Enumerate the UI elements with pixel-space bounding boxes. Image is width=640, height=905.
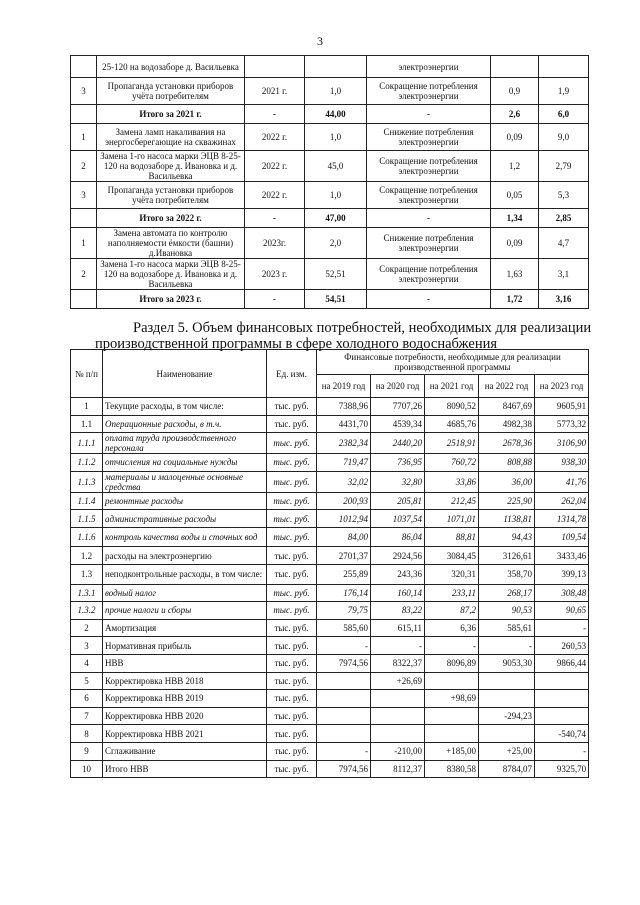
row-effect: Сокращение потребления электроэнергии (367, 78, 491, 105)
row-value: 88,81 (425, 527, 479, 547)
row-cost: 1,0 (305, 182, 367, 209)
header-year: на 2021 год (425, 375, 479, 398)
row-value (491, 56, 539, 78)
row-name: Пропаганда установки приборов учёта потребителям (97, 78, 245, 105)
row-value: 0,05 (491, 182, 539, 209)
table-row (71, 124, 589, 151)
row-value (371, 725, 425, 743)
row-value: 3106,90 (535, 433, 589, 454)
row-name: Корректировка НВВ 2021 (103, 725, 267, 743)
row-value: 9053,30 (479, 654, 535, 672)
table-row (71, 565, 589, 585)
row-value: 760,72 (425, 454, 479, 472)
row-value: 2,85 (539, 209, 589, 228)
table-row (71, 471, 589, 492)
row-year: 2022 г. (245, 182, 305, 209)
row-unit: тыс. руб. (267, 415, 317, 433)
row-unit: тыс. руб. (267, 602, 317, 620)
row-cost: 52,51 (305, 259, 367, 290)
row-value: 5,3 (539, 182, 589, 209)
row-num: 9 (71, 742, 103, 760)
row-name: Пропаганда установки приборов учёта потребителям (97, 182, 245, 209)
row-value: 9605,91 (535, 398, 589, 416)
total-row (71, 209, 589, 228)
table-row (71, 547, 589, 565)
row-num: 1 (71, 228, 97, 259)
row-name: оплата труда производственного персонала (103, 433, 267, 454)
row-value: 6,0 (539, 105, 589, 124)
row-num: 1.3.2 (71, 602, 103, 620)
row-value (535, 707, 589, 725)
row-value (425, 725, 479, 743)
row-value: 3126,61 (479, 547, 535, 565)
row-value: 736,95 (371, 454, 425, 472)
row-name: Итого за 2021 г. (97, 105, 245, 124)
row-value: 399,13 (535, 565, 589, 585)
row-num: 1.3.1 (71, 584, 103, 602)
row-unit: тыс. руб. (267, 471, 317, 492)
row-unit: тыс. руб. (267, 725, 317, 743)
row-cost: 44,00 (305, 105, 367, 124)
row-value: 205,81 (371, 492, 425, 510)
row-value: 1012,94 (317, 510, 371, 528)
total-row (71, 290, 589, 309)
row-name: 25-120 на водозаборе д. Васильевка (97, 56, 245, 78)
row-num: 7 (71, 707, 103, 725)
row-cost: 1,0 (305, 124, 367, 151)
row-value: 36,00 (479, 471, 535, 492)
row-name: НВВ (103, 654, 267, 672)
header-name: Наименование (103, 350, 267, 398)
row-value: 8784,07 (479, 760, 535, 778)
row-num: 1.1.1 (71, 433, 103, 454)
row-value: - (371, 637, 425, 655)
row-value: 1,72 (491, 290, 539, 309)
table-row (71, 492, 589, 510)
section-title-line-1: Раздел 5. Объем финансовых потребностей, необходимых для реализации (133, 320, 592, 336)
row-num (71, 56, 97, 78)
row-value: 7974,56 (317, 654, 371, 672)
row-value: 268,17 (479, 584, 535, 602)
table-row (71, 182, 589, 209)
table-row (71, 151, 589, 182)
row-value (535, 672, 589, 690)
row-value: - (479, 637, 535, 655)
row-value: 808,88 (479, 454, 535, 472)
row-num: 1.3 (71, 565, 103, 585)
row-value: 83,22 (371, 602, 425, 620)
row-value (371, 707, 425, 725)
row-unit: тыс. руб. (267, 398, 317, 416)
row-value: 9,0 (539, 124, 589, 151)
row-value: 86,04 (371, 527, 425, 547)
table-row (71, 415, 589, 433)
row-name: административные расходы (103, 510, 267, 528)
row-value: - (535, 742, 589, 760)
table-row (71, 725, 589, 743)
row-value: 255,89 (317, 565, 371, 585)
row-value: 41,76 (535, 471, 589, 492)
page-number: 3 (317, 34, 323, 48)
row-value: 79,75 (317, 602, 371, 620)
row-unit: тыс. руб. (267, 584, 317, 602)
row-value: 225,90 (479, 492, 535, 510)
row-value: 2701,37 (317, 547, 371, 565)
row-value (317, 690, 371, 708)
row-num: 6 (71, 690, 103, 708)
row-num: 1 (71, 124, 97, 151)
row-name: Замена 1-го насоса марки ЭЦВ 8-25-120 на водозаборе д. Ивановка и д. Васильевка (97, 151, 245, 182)
table-row (71, 760, 589, 778)
row-unit: тыс. руб. (267, 760, 317, 778)
row-value (425, 707, 479, 725)
row-name: Корректировка НВВ 2018 (103, 672, 267, 690)
row-num: 4 (71, 654, 103, 672)
row-name: Итого за 2023 г. (97, 290, 245, 309)
table-row (71, 56, 589, 78)
row-value: 90,53 (479, 602, 535, 620)
row-value: 94,43 (479, 527, 535, 547)
row-name: Корректировка НВВ 2019 (103, 690, 267, 708)
row-value: 262,04 (535, 492, 589, 510)
row-effect: электроэнергии (367, 56, 491, 78)
row-num: 3 (71, 182, 97, 209)
row-num: 1.2 (71, 547, 103, 565)
row-value (317, 725, 371, 743)
row-effect: Снижение потребления электроэнергии (367, 124, 491, 151)
row-num: 5 (71, 672, 103, 690)
row-value: 8467,69 (479, 398, 535, 416)
row-value: - (535, 619, 589, 637)
row-year: - (245, 290, 305, 309)
energy-measures-table (70, 55, 589, 309)
row-effect: Сокращение потребления электроэнергии (367, 182, 491, 209)
row-year: 2021 г. (245, 78, 305, 105)
row-value: 160,14 (371, 584, 425, 602)
table-row (71, 454, 589, 472)
row-value: 1,9 (539, 78, 589, 105)
row-name: неподконтрольные расходы, в том числе: (103, 565, 267, 585)
row-value (317, 672, 371, 690)
row-cost: 45,0 (305, 151, 367, 182)
row-value: 585,61 (479, 619, 535, 637)
row-num (71, 105, 97, 124)
row-value: 0,9 (491, 78, 539, 105)
row-value: 8380,58 (425, 760, 479, 778)
row-num: 1.1.6 (71, 527, 103, 547)
table-row (71, 672, 589, 690)
row-value: 8112,37 (371, 760, 425, 778)
total-row (71, 105, 589, 124)
row-unit: тыс. руб. (267, 565, 317, 585)
row-value: +185,00 (425, 742, 479, 760)
row-value: 9325,70 (535, 760, 589, 778)
table-row (71, 433, 589, 454)
row-value: 1,63 (491, 259, 539, 290)
row-effect: - (367, 105, 491, 124)
row-name: расходы на электроэнергию (103, 547, 267, 565)
row-value: 4539,34 (371, 415, 425, 433)
table-row (71, 690, 589, 708)
section-5-heading (95, 320, 595, 352)
row-name: Нормативная прибыль (103, 637, 267, 655)
row-effect: Снижение потребления электроэнергии (367, 228, 491, 259)
row-value: -294,23 (479, 707, 535, 725)
row-num: 1.1.5 (71, 510, 103, 528)
row-unit: тыс. руб. (267, 510, 317, 528)
row-value: +98,69 (425, 690, 479, 708)
row-value: 2,6 (491, 105, 539, 124)
row-unit: тыс. руб. (267, 742, 317, 760)
row-unit: тыс. руб. (267, 672, 317, 690)
row-value: 3,1 (539, 259, 589, 290)
financial-needs-table (70, 349, 589, 778)
row-value: 176,14 (317, 584, 371, 602)
row-value: 84,00 (317, 527, 371, 547)
row-value: 3433,46 (535, 547, 589, 565)
row-value: +25,00 (479, 742, 535, 760)
row-num: 1.1.3 (71, 471, 103, 492)
row-unit: тыс. руб. (267, 454, 317, 472)
row-name: Замена автомата по контролю наполняемости ёмкости (башни) д.Ивановка (97, 228, 245, 259)
row-value (479, 725, 535, 743)
row-value: 212,45 (425, 492, 479, 510)
row-value: -540,74 (535, 725, 589, 743)
row-value: - (317, 742, 371, 760)
table-row (71, 637, 589, 655)
table-row (71, 707, 589, 725)
row-year: - (245, 209, 305, 228)
row-value: 358,70 (479, 565, 535, 585)
row-name: прочие налоги и сборы (103, 602, 267, 620)
row-name: отчисления на социальные нужды (103, 454, 267, 472)
row-value: 1071,01 (425, 510, 479, 528)
header-group: Финансовые потребности, необходимые для реализации производственной программы (317, 350, 589, 375)
row-value: +26,69 (371, 672, 425, 690)
row-num: 1.1.2 (71, 454, 103, 472)
row-value: 938,30 (535, 454, 589, 472)
table-row (71, 228, 589, 259)
row-year: 2023 г. (245, 259, 305, 290)
header-year: на 2023 год (535, 375, 589, 398)
row-value: 7707,26 (371, 398, 425, 416)
row-num: 3 (71, 637, 103, 655)
row-value: 0,09 (491, 228, 539, 259)
row-num: 1.1.4 (71, 492, 103, 510)
row-value: 2440,20 (371, 433, 425, 454)
row-value (535, 690, 589, 708)
row-num: 8 (71, 725, 103, 743)
row-value: 9866,44 (535, 654, 589, 672)
row-num: 2 (71, 151, 97, 182)
row-name: Сглаживание (103, 742, 267, 760)
row-value (479, 690, 535, 708)
table-row (71, 619, 589, 637)
row-value: -210,00 (371, 742, 425, 760)
row-name: Итого за 2022 г. (97, 209, 245, 228)
row-value: 2382,34 (317, 433, 371, 454)
table-row (71, 742, 589, 760)
row-value: 2924,56 (371, 547, 425, 565)
row-value: 1314,78 (535, 510, 589, 528)
row-value: 585,60 (317, 619, 371, 637)
row-name: ремонтные расходы (103, 492, 267, 510)
table-row (71, 510, 589, 528)
table-row (71, 584, 589, 602)
row-value: 7388,96 (317, 398, 371, 416)
row-value (479, 672, 535, 690)
row-value: 260,53 (535, 637, 589, 655)
row-name: Текущие расходы, в том числе: (103, 398, 267, 416)
table-row (71, 527, 589, 547)
row-value: 33,86 (425, 471, 479, 492)
row-value: 32,80 (371, 471, 425, 492)
row-value: 109,54 (535, 527, 589, 547)
row-year: 2022 г. (245, 151, 305, 182)
row-value (317, 707, 371, 725)
row-num: 1.1 (71, 415, 103, 433)
row-value: - (317, 637, 371, 655)
row-unit: тыс. руб. (267, 492, 317, 510)
row-value (425, 672, 479, 690)
table-row (71, 398, 589, 416)
row-name: материалы и малоценные основные средства (103, 471, 267, 492)
row-unit: тыс. руб. (267, 690, 317, 708)
row-unit: тыс. руб. (267, 433, 317, 454)
row-name: Корректировка НВВ 2020 (103, 707, 267, 725)
row-name: контроль качества воды и сточных вод (103, 527, 267, 547)
table-row (71, 78, 589, 105)
row-value: 615,11 (371, 619, 425, 637)
row-value (539, 56, 589, 78)
row-value: 320,31 (425, 565, 479, 585)
row-effect: - (367, 209, 491, 228)
header-year: на 2022 год (479, 375, 535, 398)
row-value: 2,79 (539, 151, 589, 182)
row-value: 87,2 (425, 602, 479, 620)
header-unit: Ед. изм. (267, 350, 317, 398)
row-cost: 2,0 (305, 228, 367, 259)
row-name: Итого НВВ (103, 760, 267, 778)
row-value: 233,11 (425, 584, 479, 602)
row-num: 2 (71, 619, 103, 637)
row-value: 2518,91 (425, 433, 479, 454)
row-unit: тыс. руб. (267, 527, 317, 547)
row-year: 2022 г. (245, 124, 305, 151)
row-cost: 47,00 (305, 209, 367, 228)
row-effect: Сокращение потребления электроэнергии (367, 151, 491, 182)
row-name: Операционные расходы, в т.ч. (103, 415, 267, 433)
row-value: 1,2 (491, 151, 539, 182)
header-num: № п/п (71, 350, 103, 398)
row-value: 3,16 (539, 290, 589, 309)
row-value: 3084,45 (425, 547, 479, 565)
row-effect: Сокращение потребления электроэнергии (367, 259, 491, 290)
row-unit: тыс. руб. (267, 637, 317, 655)
row-unit: тыс. руб. (267, 619, 317, 637)
row-value: 5773,32 (535, 415, 589, 433)
row-year (245, 56, 305, 78)
table-row (71, 602, 589, 620)
row-value: 4,7 (539, 228, 589, 259)
row-cost: 1,0 (305, 78, 367, 105)
row-effect: - (367, 290, 491, 309)
row-cost (305, 56, 367, 78)
row-value: 8096,89 (425, 654, 479, 672)
row-num: 10 (71, 760, 103, 778)
row-value: 4431,70 (317, 415, 371, 433)
row-year: 2023г. (245, 228, 305, 259)
row-value: 2678,36 (479, 433, 535, 454)
row-value: 32,02 (317, 471, 371, 492)
row-unit: тыс. руб. (267, 547, 317, 565)
row-value: 1037,54 (371, 510, 425, 528)
row-name: водный налог (103, 584, 267, 602)
row-value: 308,48 (535, 584, 589, 602)
row-name: Замена ламп накаливания на энергосберегающие на скважинах (97, 124, 245, 151)
row-cost: 54,51 (305, 290, 367, 309)
row-value: 1,34 (491, 209, 539, 228)
row-unit: тыс. руб. (267, 654, 317, 672)
row-num: 3 (71, 78, 97, 105)
row-value: 1138,81 (479, 510, 535, 528)
row-unit: тыс. руб. (267, 707, 317, 725)
row-value: - (425, 637, 479, 655)
table-row (71, 654, 589, 672)
header-year: на 2019 год (317, 375, 371, 398)
row-value: 6,36 (425, 619, 479, 637)
row-num: 1 (71, 398, 103, 416)
row-value: 4982,38 (479, 415, 535, 433)
row-name: Амортизация (103, 619, 267, 637)
row-num: 2 (71, 259, 97, 290)
row-name: Замена 1-го насоса марки ЭЦВ 8-25-120 на водозаборе д. Ивановка и д. Васильевка (97, 259, 245, 290)
row-num (71, 209, 97, 228)
row-value: 243,36 (371, 565, 425, 585)
row-num (71, 290, 97, 309)
row-year: - (245, 105, 305, 124)
row-value: 7974,56 (317, 760, 371, 778)
table-row (71, 259, 589, 290)
row-value: 90,65 (535, 602, 589, 620)
row-value: 0,09 (491, 124, 539, 151)
row-value (371, 690, 425, 708)
row-value: 719,47 (317, 454, 371, 472)
section-title-line-2: производственной программы в сфере холодного водоснабжения (95, 336, 498, 352)
row-value: 8322,37 (371, 654, 425, 672)
row-value: 200,93 (317, 492, 371, 510)
row-value: 8090,52 (425, 398, 479, 416)
row-value: 4685,76 (425, 415, 479, 433)
header-year: на 2020 год (371, 375, 425, 398)
